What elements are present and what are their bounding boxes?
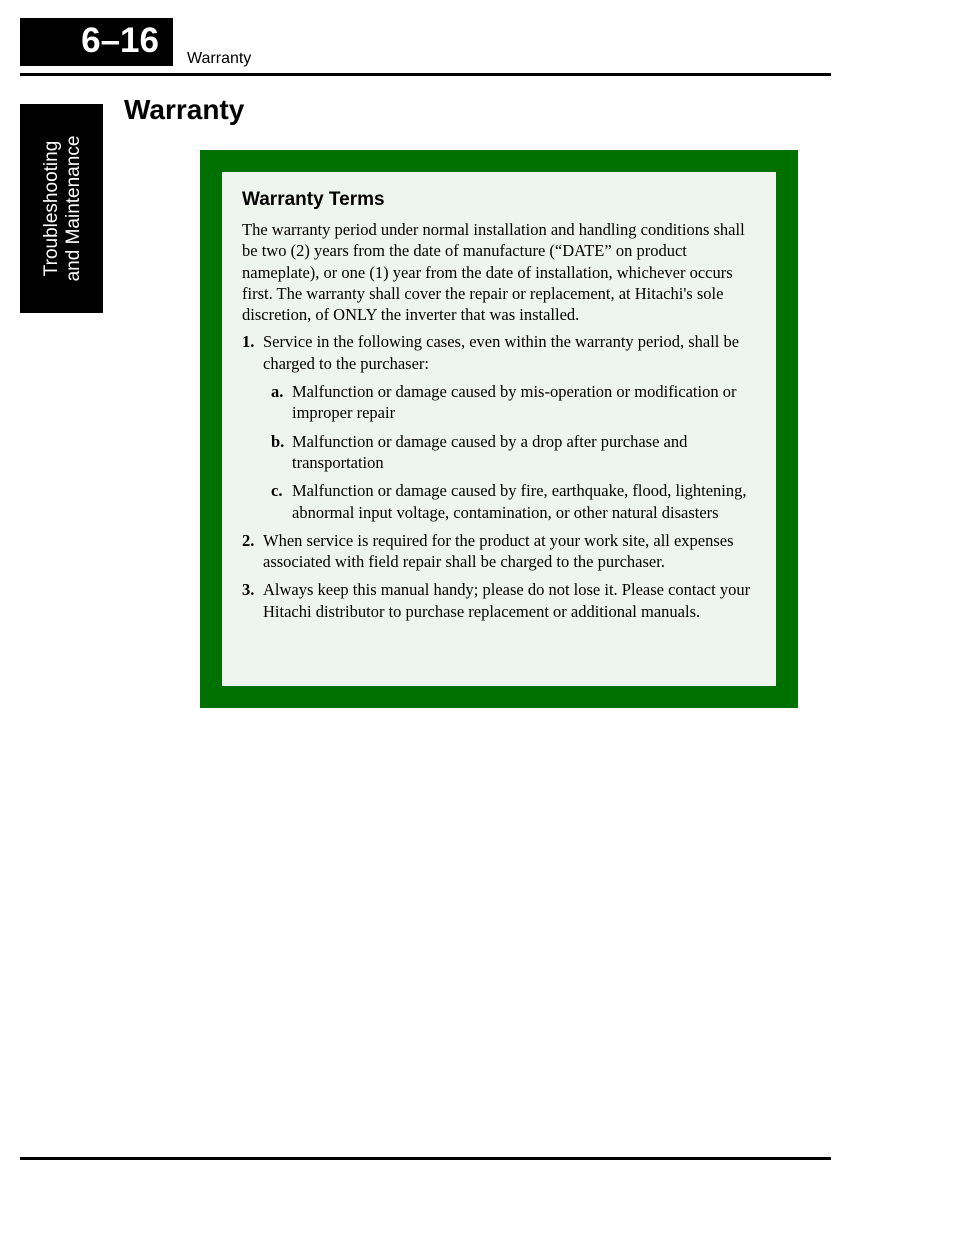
warranty-subitem-c <box>263 480 764 523</box>
page-number: 6–16 <box>20 18 173 66</box>
item-text: Always keep this manual handy; please do not lose it. Please contact your Hitachi distributor to purchase replacement or additional manuals. <box>263 580 751 621</box>
item-text: When service is required for the product at your work site, all expenses associated with field repair shall be charged to the purchaser. <box>263 530 734 572</box>
bottom-divider <box>20 1157 831 1160</box>
subitem-marker: b. <box>271 431 285 451</box>
subitem-text: Malfunction or damage caused by fire, earthquake, flood, lightening, abnormal input voltage, contamination, or other natural disasters <box>292 481 747 522</box>
page-title: Warranty <box>124 94 245 125</box>
item-marker: 1. <box>242 332 255 352</box>
top-divider <box>20 73 831 76</box>
item-marker: 3. <box>242 580 255 600</box>
item-marker: 2. <box>242 530 255 550</box>
running-header-section: Warranty <box>187 50 252 67</box>
subitem-text: Malfunction or damage caused by mis-operation or modification or improper repair <box>292 382 737 423</box>
warranty-terms-heading: Warranty Terms <box>242 189 385 210</box>
warranty-item-2 <box>242 530 764 573</box>
warranty-terms-panel <box>222 172 776 686</box>
warranty-terms-box <box>200 150 798 708</box>
subitem-text: Malfunction or damage caused by a drop after purchase and transportation <box>292 431 688 472</box>
subitem-marker: c. <box>271 481 283 501</box>
warranty-subitem-a <box>263 381 764 424</box>
side-tab-line-2: and Maintenance <box>63 135 84 282</box>
warranty-subitem-b <box>263 431 764 474</box>
warranty-item-1 <box>242 331 764 522</box>
side-tab-line-1: Troubleshooting <box>41 140 62 277</box>
warranty-item-3 <box>242 579 764 622</box>
subitem-marker: a. <box>271 382 284 402</box>
side-chapter-tab-label <box>41 104 82 313</box>
item-text: Service in the following cases, even within the warranty period, shall be charged to the purchaser: <box>263 332 740 373</box>
warranty-intro-paragraph: The warranty period under normal installation and handling conditions shall be two (2) years from the date of manufacture (“DATE” on product nameplate), or one (1) year from the date of installation, whichever occurs first. The warranty shall cover the repair or replacement, at Hitachi's sole discretion, of ONLY the inverter that was installed. <box>242 220 745 325</box>
